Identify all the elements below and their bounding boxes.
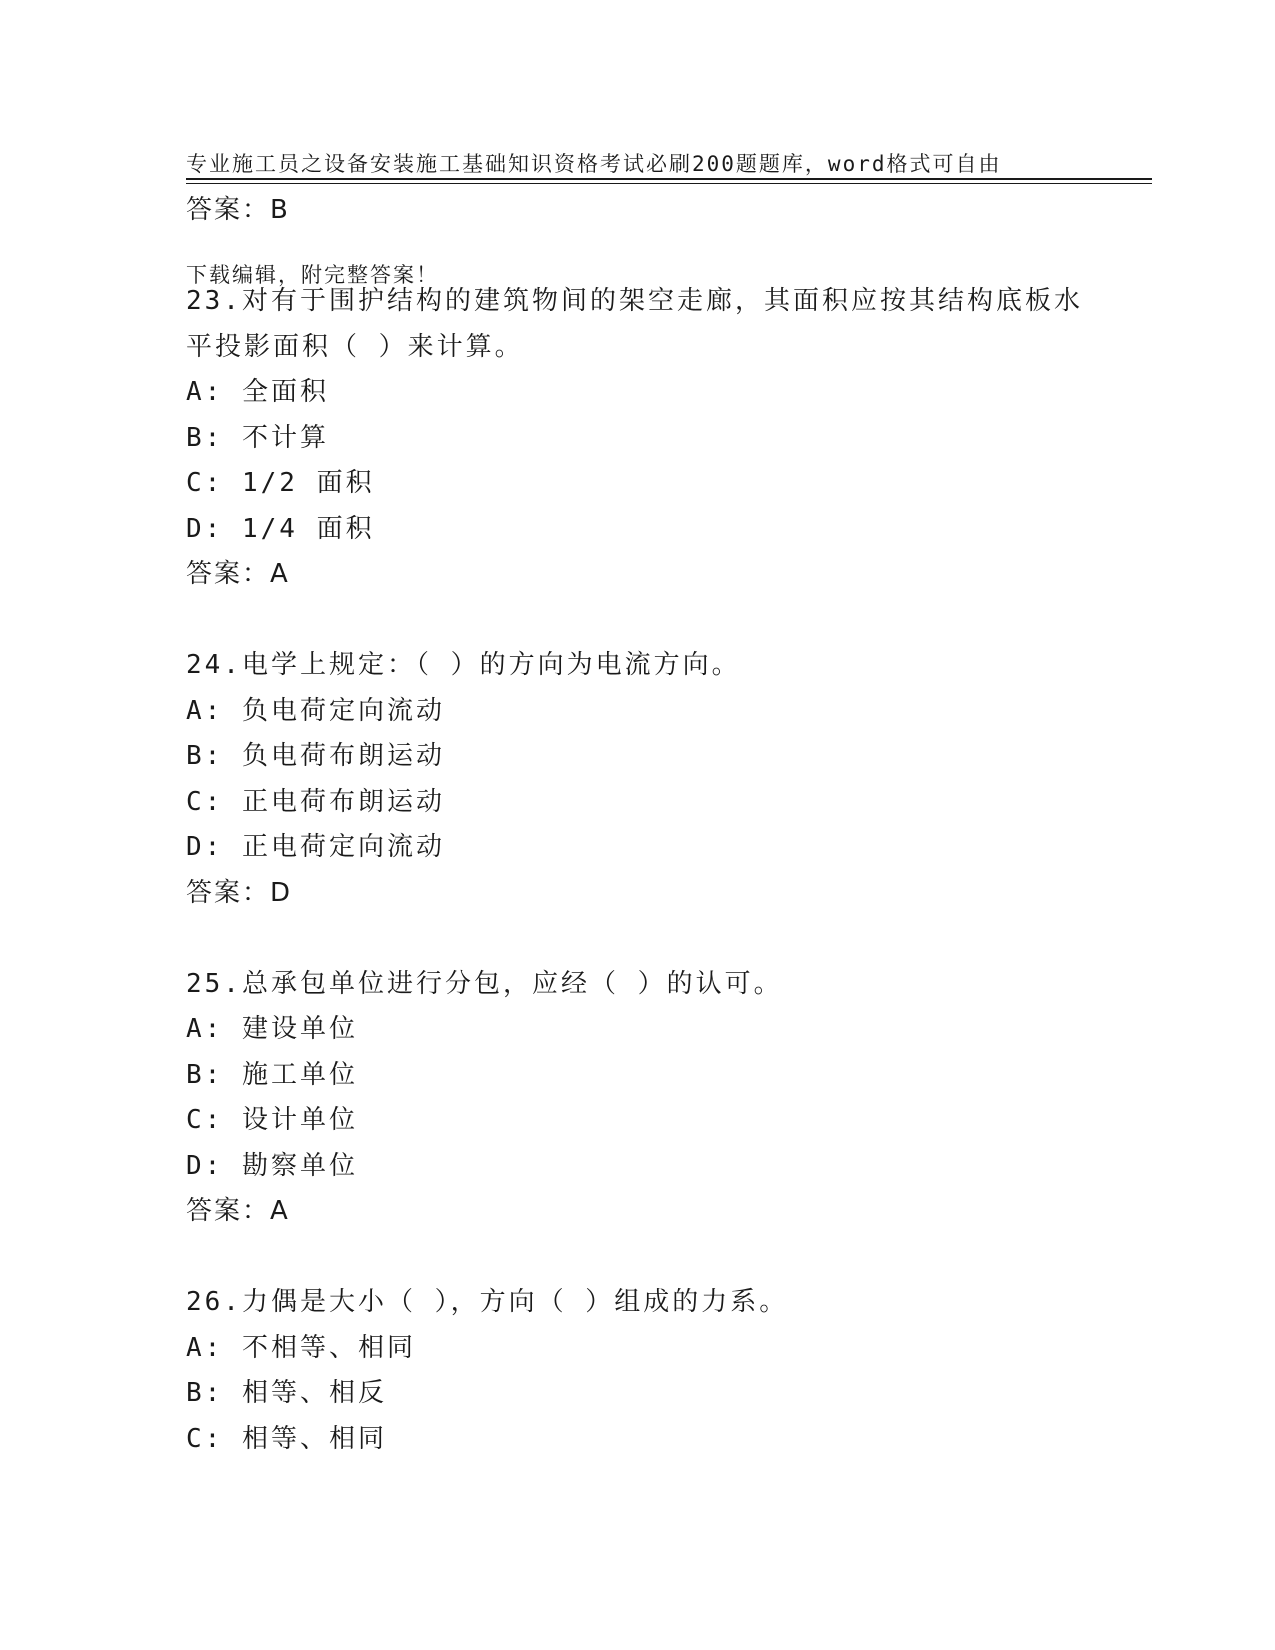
question-23-answer: 答案：A: [186, 559, 290, 589]
question-24-option-a: A: 负电荷定向流动: [186, 695, 445, 726]
question-list: [186, 188, 1146, 1462]
question-25-option-b: B: 施工单位: [186, 1059, 358, 1090]
spacer: [186, 598, 1146, 644]
previous-answer: 答案：B: [186, 195, 290, 225]
question-25-stem: 25.总承包单位进行分包，应经（ ）的认可。: [186, 968, 783, 999]
question-26-option-b: B: 相等、相反: [186, 1378, 387, 1408]
question-24-option-d: D: 正电荷定向流动: [186, 832, 445, 862]
question-23-option-b: B: 不计算: [186, 422, 329, 453]
header-title-line-2: 下载编辑，附完整答案！: [186, 263, 439, 287]
question-24-option-b: B: 负电荷布朗运动: [186, 741, 445, 771]
question-24: [186, 643, 1146, 916]
question-26-stem: 26.力偶是大小（ ），方向（ ）组成的力系。: [186, 1287, 789, 1317]
question-26-option-c: C: 相等、相同: [186, 1423, 387, 1454]
question-23-stem-line-2: 平投影面积（ ）来计算。: [186, 331, 524, 362]
spacer: [186, 234, 1146, 280]
header-divider-thick: [186, 178, 1152, 180]
header-divider-thin: [186, 183, 1152, 184]
question-25-option-a: A: 建设单位: [186, 1014, 358, 1044]
question-24-stem: 24.电学上规定：（ ）的方向为电流方向。: [186, 650, 741, 680]
question-25: [186, 962, 1146, 1235]
question-23-stem-line-1: 23.对有于围护结构的建筑物间的架空走廊，其面积应按其结构底板水: [186, 286, 1083, 316]
question-23: [186, 279, 1146, 598]
spacer: [186, 916, 1146, 962]
question-23-option-a: A: 全面积: [186, 377, 329, 407]
question-24-option-c: C: 正电荷布朗运动: [186, 786, 445, 817]
header-title-line-1: 专业施工员之设备安装施工基础知识资格考试必刷200题题库，word格式可自由: [186, 152, 1002, 176]
question-23-option-d: D: 1/4 面积: [186, 513, 375, 544]
question-23-option-c: C: 1/2 面积: [186, 468, 375, 498]
question-24-answer: 答案：D: [186, 877, 293, 908]
question-26: [186, 1280, 1146, 1462]
spacer: [186, 1235, 1146, 1281]
question-25-option-c: C: 设计单位: [186, 1105, 358, 1135]
question-25-answer: 答案：A: [186, 1196, 290, 1226]
question-26-option-a: A: 不相等、相同: [186, 1332, 416, 1363]
question-25-option-d: D: 勘察单位: [186, 1150, 358, 1181]
